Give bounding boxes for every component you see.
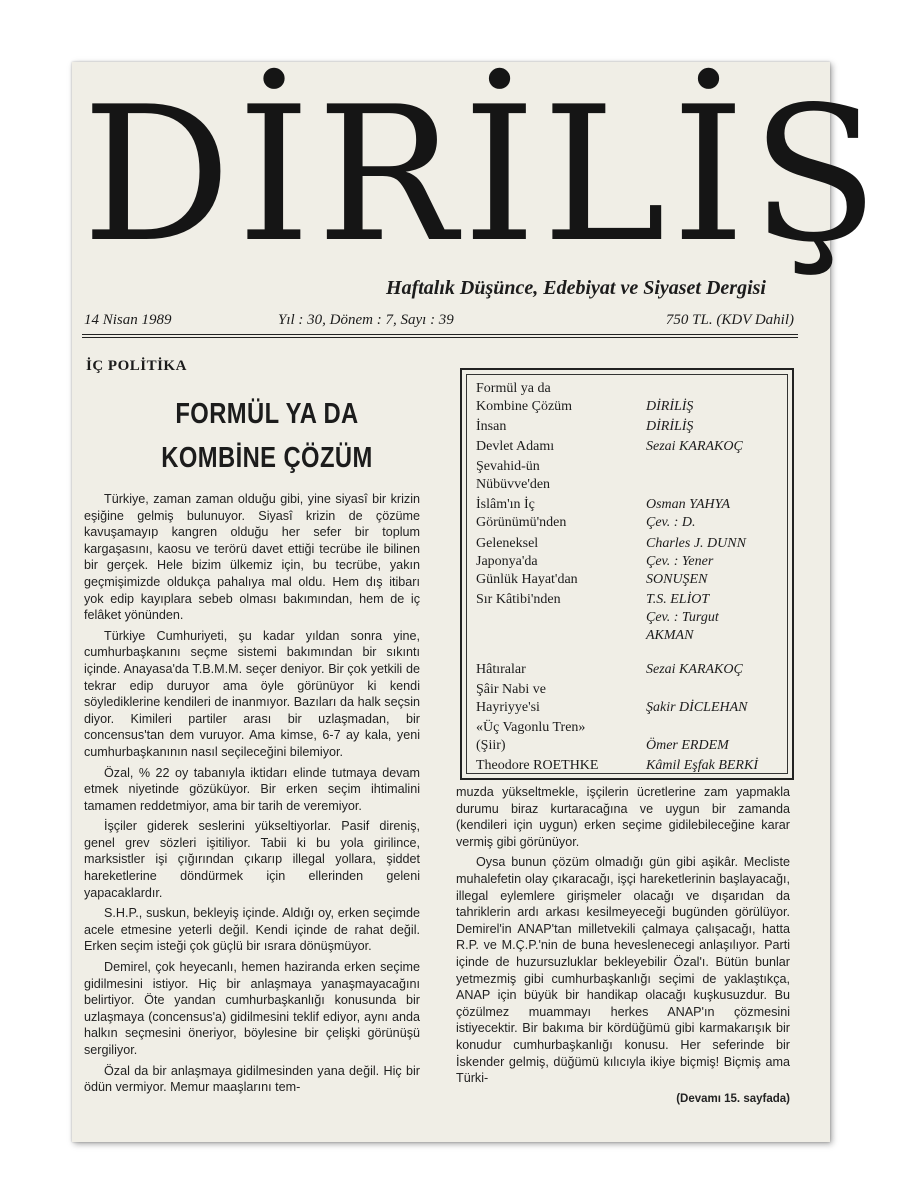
section-label: İÇ POLİTİKA	[86, 358, 187, 374]
toc-entry	[476, 418, 786, 436]
toc-entry-title	[476, 719, 646, 755]
paragraph: Özal da bir anlaşmaya gidilmesinden yana değil. Hiç bir ödün vermiyor. Memur maaşlarını tem-	[84, 1063, 420, 1095]
paragraph: Türkiye Cumhuriyeti, şu kadar yıldan sonra yine, cumhurbaşkanını seçme sistemi bakımından bir sıkıntı içinde. Anayasa'da T.B.M.M. seçer deniyor. Bir çok yetkili de tekrar edip duruyor ama öyle görünüyor ki kendi söylediklerine kendileri de inanmıyor. Bazıları da halk seçsin diyor. Kimileri partiler arası bir uzlaşmadan, bir concensus'tan dem vuruyor. Ama kimse, 6-7 ay kala, yeni cumhurbaşkanının nasıl seçileceğini bilemiyor.	[84, 628, 420, 759]
toc-entry	[476, 496, 786, 533]
article-headline	[124, 392, 411, 480]
paragraph: muzda yükseltmekle, işçilerin ücretlerine zam yapmakla durumu biraz kurtaracağına ve uygun bir zamanda (kendileri için uygun) erken seçime gidilebileceğine karar vermiş gibi görünüyor.	[456, 785, 790, 849]
toc-author-line: AKMAN	[646, 628, 694, 644]
toc-author-line: Çev. : Yener	[646, 553, 714, 569]
toc-entry	[476, 591, 786, 646]
paragraph: Demirel, çok heyecanlı, hemen haziranda erken seçime gidilmesini istiyor. Hiç bir anlaşmaya yanaşmayacağını belirtiyor. Öte yandan cumhurbaşkanlığı konusunda bir uzlaşmaya (concensus'a) gidilmesini teklif ediyor, aynı anda halkın seçmesini öneriyor, böylesine bir çelişki görünüşü sergiliyor.	[84, 960, 420, 1057]
toc-entry	[476, 535, 786, 590]
toc-author-line: Çev. : Turgut	[646, 610, 719, 626]
toc-entry-title	[476, 380, 646, 416]
toc-title-line: Şâir Nabi ve	[476, 681, 546, 697]
toc-entry-title	[476, 681, 646, 717]
toc-author-line	[646, 380, 796, 398]
toc-author-line: Çev. : D.	[646, 515, 696, 531]
toc-title-line: İnsan	[476, 419, 507, 435]
toc-entry-title	[476, 535, 646, 589]
toc-entry-title	[476, 418, 646, 436]
toc-entry-title	[476, 458, 646, 494]
toc-author-line	[646, 719, 796, 737]
toc-entry-title	[476, 661, 646, 679]
toc-title-line: Geleneksel	[476, 535, 539, 551]
toc-author-line: Charles J. DUNN	[646, 535, 746, 551]
toc-entry	[476, 719, 786, 756]
toc-entry	[476, 458, 786, 495]
paragraph: Özal, % 22 oy tabanıyla iktidarı elinde tutmaya devam etmek niyetinde gözüküyor. Bir erken seçim ihtimalini tamamen reddetmiyor, ama bir tarih de veremiyor.	[84, 765, 420, 813]
article-column-2	[456, 784, 790, 1107]
toc-entry-author	[646, 496, 796, 532]
toc-author-line: Sezai KARAKOÇ	[646, 661, 743, 677]
toc-title-line: Kombine Çözüm	[476, 399, 573, 414]
continued-note: (Devamı 15. sayfada)	[676, 1092, 790, 1105]
issue-price: 750 TL. (KDV Dahil)	[665, 312, 794, 328]
paragraph: Türkiye, zaman zaman olduğu gibi, yine siyasî bir krizin eşiğine gelmiş bulunuyor. Siyasî krizin de çözüme kavuşamayıp kangren olduğu her sefer bir toplum kargaşasını, kaosu ve terörü davet ettiği tecrübe ile bilinen bir gerçek. Hele bizim ülkemiz için, bu tecrübe, yakın geçmişimizde oldukça pahalıya mal oldu. Hem dış itibarı yok edip kayıplara sebeb olması bakımından, hem de iç felâket yönünden.	[84, 492, 420, 623]
toc-title-line: «Üç Vagonlu Tren»	[476, 719, 586, 735]
toc-entry-title	[476, 591, 646, 609]
toc-title-line: İslâm'ın İç	[476, 497, 535, 513]
issue-info-bar	[82, 312, 798, 336]
toc-entry-author	[646, 380, 796, 416]
toc-entry	[476, 681, 786, 718]
toc-entry	[476, 438, 786, 456]
toc-author-line: Sezai KARAKOÇ	[646, 439, 743, 455]
toc-title-line: (Şiir)	[476, 737, 506, 753]
headline-line-2: KOMBİNE ÇÖZÜM	[161, 442, 373, 474]
toc-entry-author	[646, 418, 796, 436]
toc-title-line: Hayriyye'si	[476, 699, 540, 715]
toc-entry	[476, 661, 786, 679]
toc-title-line: Şevahid-ün	[476, 459, 540, 475]
masthead-subtitle: Haftalık Düşünce, Edebiyat ve Siyaset Dergisi	[386, 277, 766, 299]
toc-entry	[476, 380, 786, 417]
toc-title-line: Devlet Adamı	[476, 439, 555, 455]
toc-entry-author	[646, 535, 796, 589]
toc-title-line: Sır Kâtibi'nden	[476, 592, 561, 608]
paragraph: İşçiler giderek seslerini yükseltiyorlar. Pasif direniş, genel grev sözleri işitiliyor. Tabii ki bu yola girilince, marksistler işi çığırından çıkarıp illegal yollara, şiddet hareketlerine döndürmek için ellerinden geleni yapacaklardır.	[84, 819, 420, 900]
header-rule	[82, 334, 798, 335]
toc-entry-title	[476, 496, 646, 532]
issue-date: 14 Nisan 1989	[84, 312, 172, 328]
headline-line-1: FORMÜL YA DA	[175, 398, 359, 430]
toc-entry-author	[646, 757, 796, 775]
article-column-1	[84, 491, 420, 1100]
toc-title-line: Formül ya da	[476, 381, 551, 396]
toc-title-line: Nübüvve'den	[476, 477, 551, 493]
toc-entry-author	[646, 681, 796, 717]
toc-author-line: Kâmil Eşfak BERKİ	[646, 758, 758, 774]
toc-author-line: DİRİLİŞ	[646, 419, 694, 435]
toc-entry-author	[646, 719, 796, 755]
toc-title-line: Japonya'da	[476, 553, 538, 569]
toc-author-line: T.S. ELİOT	[646, 592, 710, 608]
toc-title-line: Theodore ROETHKE	[476, 758, 599, 774]
toc-author-line: Osman YAHYA	[646, 497, 730, 513]
toc-entry	[476, 757, 786, 775]
toc-author-line: DİRİLİŞ	[646, 399, 694, 414]
header-rule-thin	[82, 337, 798, 338]
toc-entry-author	[646, 438, 796, 456]
toc-entry-title	[476, 438, 646, 456]
paragraph: Oysa bunun çözüm olmadığı gün gibi aşikâr. Mecliste muhalefetin olay çıkaracağı, işçi hareketlerinin başlayacağı, illegal eylemlere girişmeler olacağı ve dışarıdan da tahriklerin ardı arkası kesilmeyeceği bugünden görülüyor. Demirel'in ANAP'tan milletvekili çalmaya çalışacağı, hatta R.P. ve M.Ç.P.'nin de buna heveslenecegi anlaşılıyor. Parti içinde de huzursuzluklar bekleyebilir Özal'ı. Bütün bunlar yetmezmiş gibi cumhurbaşkanlığı seçimi de yaklaştıkça, ANAP için büyük bir handikap olacağı kuşkusuzdur. Bu çözülmez muammayı herkes ANAP'ın çözmesini istiyecektir. Bir bakıma bir kördüğümü gibi karmakarışık bir konudur cumhurbaşkanlığı konusu. Her seferinde bir İskender gelmiş, düğümü kılıcıyla ikiye biçmiş! Biçmiş ama Türki-	[456, 855, 790, 1086]
toc-author-line	[646, 681, 796, 699]
issue-number: Yıl : 30, Dönem : 7, Sayı : 39	[278, 312, 454, 328]
table-of-contents	[460, 368, 794, 780]
toc-author-line: Şakir DİCLEHAN	[646, 699, 748, 715]
toc-entry-author	[646, 591, 796, 645]
toc-title-line: Günlük Hayat'dan	[476, 571, 578, 587]
toc-author-line: Ömer ERDEM	[646, 737, 729, 753]
toc-entry-author	[646, 661, 796, 679]
toc-title-line: Görünümü'nden	[476, 515, 567, 531]
toc-entry-title	[476, 757, 646, 775]
toc-author-line: SONUŞEN	[646, 571, 708, 587]
toc-title-line: Hâtıralar	[476, 661, 526, 677]
masthead-title: DİRİLİŞ	[82, 66, 885, 283]
paragraph: S.H.P., suskun, bekleyiş içinde. Aldığı oy, erken seçimde acele etmesine yeterli değil. Kendi içinde de rahat değil. Erken seçim isteği çok güçlü bir ısrara dönüşmüyor.	[84, 906, 420, 954]
